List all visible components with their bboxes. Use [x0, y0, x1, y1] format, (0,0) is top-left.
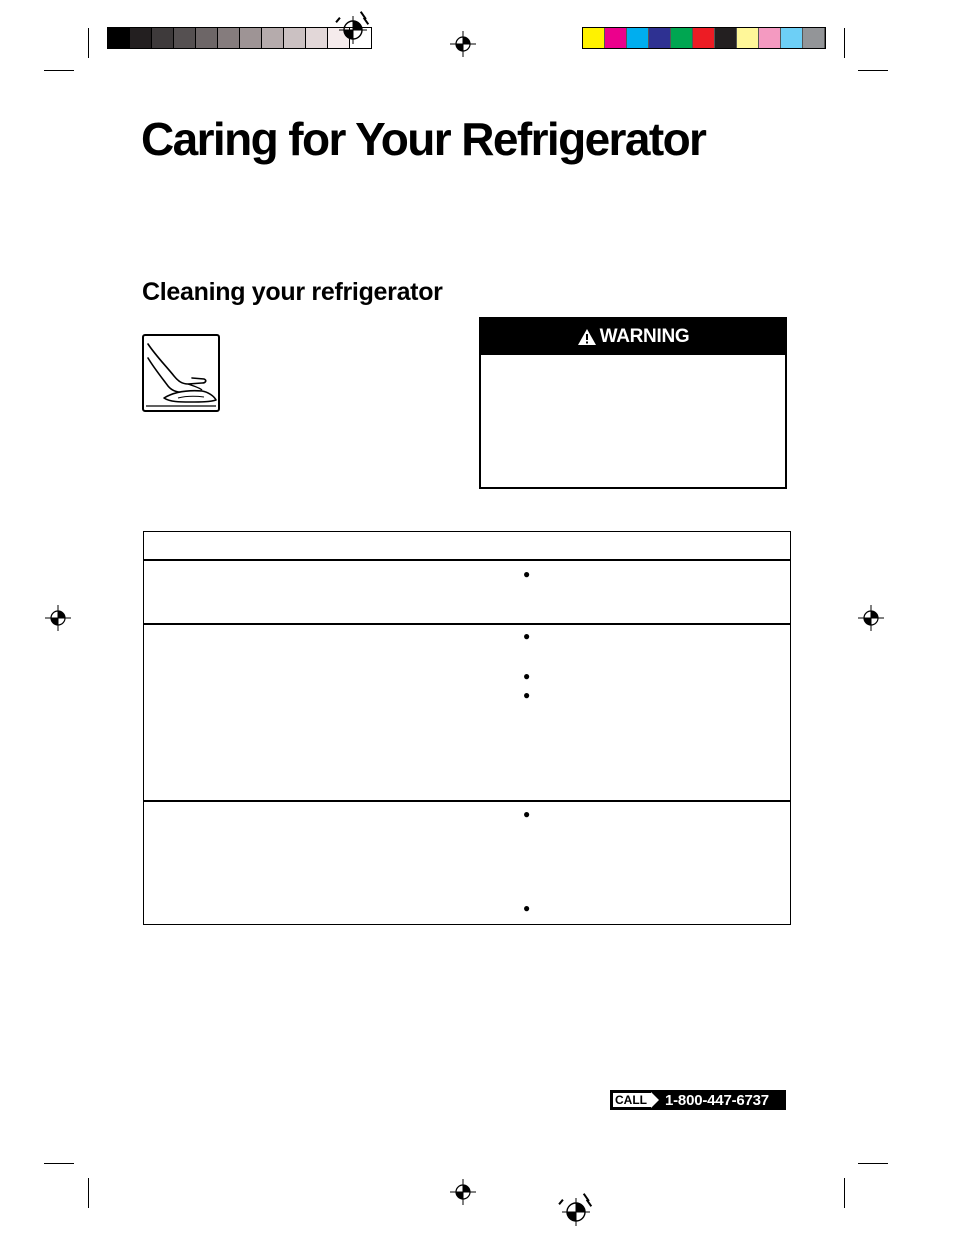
table-row-divider — [144, 800, 790, 802]
color-swatch — [803, 28, 825, 48]
color-swatch — [108, 28, 130, 48]
color-swatch — [627, 28, 649, 48]
printer-rosette-mark-icon — [556, 1192, 596, 1232]
phone-number[interactable]: 1-800-447-6737 — [665, 1091, 769, 1109]
crop-mark — [44, 1163, 74, 1164]
list-bullet: ● — [523, 688, 531, 702]
color-swatch — [605, 28, 627, 48]
list-bullet: ● — [523, 629, 531, 643]
crop-mark — [88, 28, 89, 58]
section-heading: Cleaning your refrigerator — [142, 278, 443, 306]
color-swatch — [196, 28, 218, 48]
table-row-divider — [144, 559, 790, 561]
list-bullet: ● — [523, 807, 531, 821]
page-title: Caring for Your Refrigerator — [141, 113, 706, 165]
color-swatch — [649, 28, 671, 48]
registration-mark-icon — [45, 605, 71, 631]
warning-header — [481, 319, 785, 355]
crop-mark — [844, 28, 845, 58]
process-color-bar — [582, 27, 826, 49]
registration-mark-icon — [450, 1179, 476, 1205]
warning-triangle-icon — [577, 328, 597, 346]
color-swatch — [737, 28, 759, 48]
call-label: CALL — [613, 1093, 651, 1107]
list-bullet: ● — [523, 901, 531, 915]
registration-mark-icon — [450, 31, 476, 57]
crop-mark — [88, 1178, 89, 1208]
color-swatch — [583, 28, 605, 48]
list-bullet: ● — [523, 567, 531, 581]
crop-mark — [858, 1163, 888, 1164]
printer-rosette-mark-icon — [333, 10, 373, 50]
color-swatch — [781, 28, 803, 48]
table-row-divider — [144, 623, 790, 625]
color-swatch — [152, 28, 174, 48]
color-swatch — [218, 28, 240, 48]
color-swatch — [759, 28, 781, 48]
hand-wiping-cloth-icon — [142, 334, 220, 412]
call-badge — [610, 1090, 786, 1110]
color-swatch — [715, 28, 737, 48]
crop-mark — [44, 70, 74, 71]
color-swatch — [174, 28, 196, 48]
color-swatch — [693, 28, 715, 48]
color-swatch — [671, 28, 693, 48]
crop-mark — [858, 70, 888, 71]
crop-mark — [844, 1178, 845, 1208]
warning-label: WARNING — [599, 326, 690, 347]
list-bullet: ● — [523, 669, 531, 683]
color-swatch — [284, 28, 306, 48]
warning-box — [479, 317, 787, 489]
cleaning-table — [143, 531, 791, 925]
color-swatch — [306, 28, 328, 48]
color-swatch — [262, 28, 284, 48]
color-swatch — [130, 28, 152, 48]
color-swatch — [240, 28, 262, 48]
registration-mark-icon — [858, 605, 884, 631]
